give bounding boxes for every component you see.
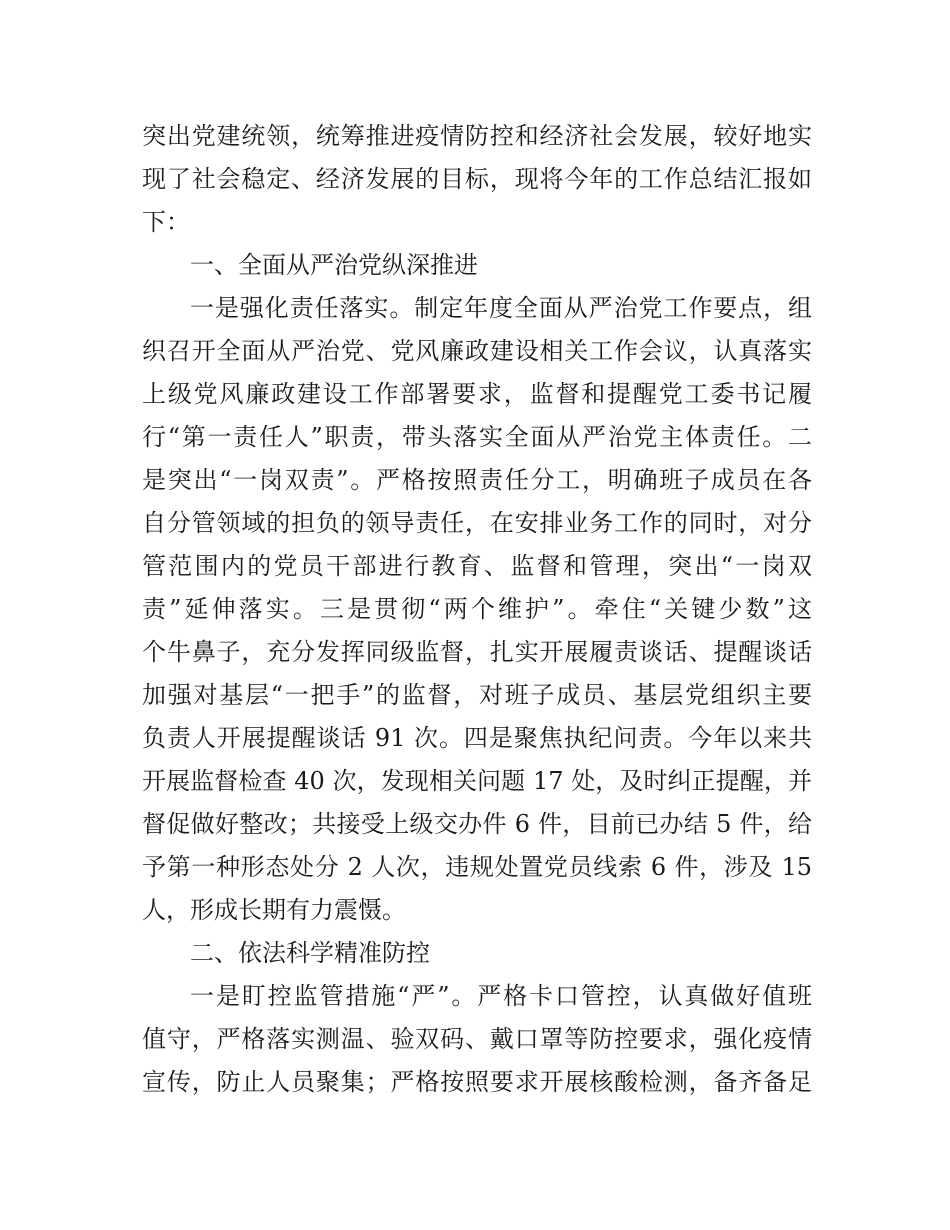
body-text-line: 织召开全面从严治党、党风廉政建设相关工作会议，认真落实 (142, 337, 812, 365)
body-text-line: 突出党建统领，统筹推进疫情防控和经济社会发展，较好地实 (142, 122, 812, 150)
body-text-line: 人，形成长期有力震慑。 (142, 896, 406, 924)
body-text-line: 下： (142, 208, 190, 236)
section-heading-1: 一、全面从严治党纵深推进 (190, 251, 478, 279)
document-body (142, 115, 812, 1104)
body-text-line: 现了社会稳定、经济发展的目标，现将今年的工作总结汇报如 (142, 165, 812, 193)
body-text-line: 管范围内的党员干部进行教育、监督和管理，突出“一岗双 (142, 552, 812, 580)
paragraph-first-line: 一是盯控监管措施“严”。严格卡口管控，认真做好值班 (190, 982, 812, 1010)
body-text-line: 加强对基层“一把手”的监督，对班子成员、基层党组织主要 (142, 681, 812, 709)
body-text-line: 开展监督检查 40 次，发现相关问题 17 处，及时纠正提醒，并 (142, 767, 812, 795)
body-text-line: 值守，严格落实测温、验双码、戴口罩等防控要求，强化疫情 (142, 1025, 812, 1053)
body-text-line: 自分管领域的担负的领导责任，在安排业务工作的同时，对分 (142, 509, 812, 537)
section-heading-2: 二、依法科学精准防控 (190, 939, 430, 967)
body-text-line: 上级党风廉政建设工作部署要求，监督和提醒党工委书记履 (142, 380, 812, 408)
body-text-line: 个牛鼻子，充分发挥同级监督，扎实开展履责谈话、提醒谈话 (142, 638, 812, 666)
body-text-line: 行“第一责任人”职责，带头落实全面从严治党主体责任。二 (142, 423, 812, 451)
body-text-line: 予第一种形态处分 2 人次，违规处置党员线索 6 件，涉及 15 (142, 853, 812, 881)
body-text-line: 是突出“一岗双责”。严格按照责任分工，明确班子成员在各 (142, 466, 812, 494)
body-text-line: 督促做好整改；共接受上级交办件 6 件，目前已办结 5 件，给 (142, 810, 812, 838)
body-text-line: 负责人开展提醒谈话 91 次。四是聚焦执纪问责。今年以来共 (142, 724, 812, 752)
body-text-line: 责”延伸落实。三是贯彻“两个维护”。牵住“关键少数”这 (142, 595, 812, 623)
paragraph-first-line: 一是强化责任落实。制定年度全面从严治党工作要点，组 (190, 294, 812, 322)
body-text-line: 宣传，防止人员聚集；严格按照要求开展核酸检测，备齐备足 (142, 1068, 812, 1096)
